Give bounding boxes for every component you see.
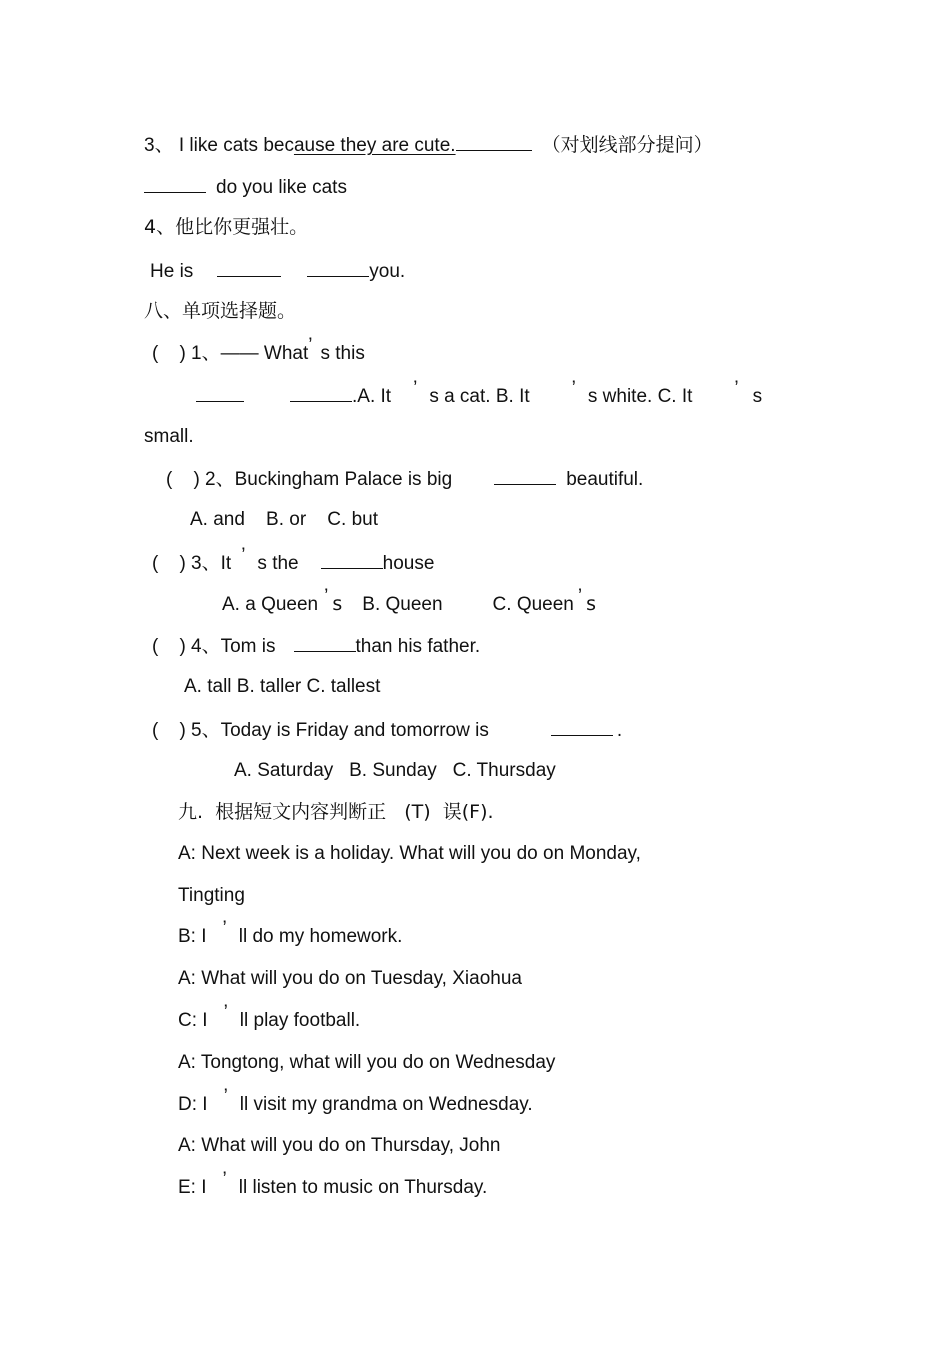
mc3-blank[interactable]	[321, 550, 383, 569]
mc3-stem-tail: house	[382, 553, 435, 574]
q3-note: （对划线部分提问）	[541, 134, 713, 156]
mc3-apos-c: ’	[577, 586, 583, 607]
e-tail: ll listen to music on Thursday.	[238, 1177, 488, 1198]
q4-tail: you.	[369, 261, 406, 282]
dialogue-line-c	[178, 1002, 361, 1033]
mc2-stem-text: ( ) 2、Buckingham Palace is big	[166, 469, 453, 490]
q3-text: 3、 I like cats bec	[144, 135, 294, 156]
q3-answer-blank[interactable]	[144, 174, 206, 193]
q3-answer-line	[144, 174, 347, 200]
mc2-stem-tail: beautiful.	[566, 469, 644, 490]
mc2-options: A. and B. or C. but	[190, 509, 378, 530]
q3-blank[interactable]	[456, 132, 532, 151]
mc1-apos: ’	[308, 335, 313, 356]
d-lead: D: I	[178, 1094, 208, 1115]
mc1-apos-a: ’	[413, 378, 418, 399]
q4-blank-2[interactable]	[307, 258, 369, 277]
mc3-stem	[152, 545, 435, 576]
mc4-stem	[152, 633, 480, 659]
mc3-s-a: s	[332, 593, 343, 615]
mc5-stem	[152, 717, 622, 743]
mc1-option-a: .A. It	[352, 386, 392, 407]
mc1-options	[196, 378, 763, 409]
c-lead: C: I	[178, 1010, 208, 1031]
mc1-option-c-tail: s	[752, 386, 763, 407]
dialogue-line-a1: A: Next week is a holiday. What will you do on Monday,	[178, 843, 641, 864]
mc5-stem-text: ( ) 5、Today is Friday and tomorrow is	[152, 720, 489, 741]
e-apos: ’	[222, 1169, 227, 1190]
mc3-option-a: A. a Queen	[222, 594, 319, 615]
c-tail: ll play football.	[239, 1010, 361, 1031]
question-4: 4、他比你更强壮。	[144, 216, 309, 238]
mc1-option-b-tail: s white. C. It	[587, 386, 693, 407]
mc3-option-b: B. Queen	[362, 594, 443, 615]
dialogue-line-a2: A: What will you do on Tuesday, Xiaohua	[178, 968, 522, 989]
mc5-stem-tail: .	[616, 720, 623, 741]
b-apos: ’	[222, 918, 227, 939]
q4-blank-1[interactable]	[217, 258, 281, 277]
q4-lead: He is	[150, 261, 194, 282]
dialogue-line-a3: A: Tongtong, what will you do on Wednesday	[178, 1052, 556, 1073]
section-9-title: 九. 根据短文内容判断正 (T) 误(F).	[178, 801, 494, 823]
mc3-apos-a: ’	[324, 586, 329, 607]
mc4-stem-text: ( ) 4、Tom is	[152, 636, 276, 657]
dialogue-line-b	[178, 918, 403, 949]
mc1-blank-1[interactable]	[196, 383, 244, 402]
q4-answer-line	[150, 258, 405, 284]
mc3-s-c: s	[586, 593, 597, 615]
b-tail: ll do my homework.	[238, 926, 403, 947]
e-lead: E: I	[178, 1177, 207, 1198]
mc5-options: A. Saturday B. Sunday C. Thursday	[234, 760, 556, 781]
dialogue-line-a1-wrap: Tingting	[178, 885, 245, 906]
dialogue-line-d	[178, 1086, 533, 1117]
mc1-option-a-tail: s a cat. B. It	[429, 386, 530, 407]
mc1-options-wrap: small.	[144, 426, 194, 447]
mc1-stem-text: ( ) 1、—— What	[152, 343, 309, 364]
question-3	[144, 132, 713, 158]
mc4-options: A. tall B. taller C. tallest	[184, 676, 381, 697]
mc3-stem-mid: s the	[257, 553, 299, 574]
section-8-title: 八、单项选择题。	[144, 300, 297, 322]
mc1-stem-tail: s this	[320, 343, 365, 364]
dialogue-line-e	[178, 1169, 488, 1200]
mc3-apos: ’	[241, 545, 246, 566]
mc2-stem	[166, 466, 643, 492]
mc4-blank[interactable]	[294, 633, 356, 652]
q3-answer-tail: do you like cats	[216, 177, 347, 198]
c-apos: ’	[223, 1002, 228, 1023]
mc3-options	[222, 586, 597, 617]
mc1-apos-b: ’	[571, 378, 576, 399]
dialogue-line-a4: A: What will you do on Thursday, John	[178, 1135, 501, 1156]
b-lead: B: I	[178, 926, 207, 947]
mc1-blank-2[interactable]	[290, 383, 352, 402]
mc5-blank[interactable]	[551, 717, 613, 736]
mc1-apos-c: ’	[734, 378, 739, 399]
q3-underlined-text: ause they are cute.	[293, 135, 456, 156]
d-tail: ll visit my grandma on Wednesday.	[239, 1094, 533, 1115]
mc3-option-c: C. Queen	[492, 594, 574, 615]
mc1-stem	[152, 335, 365, 366]
d-apos: ’	[223, 1086, 228, 1107]
mc2-blank[interactable]	[494, 466, 556, 485]
mc3-stem-text: ( ) 3、It	[152, 553, 232, 574]
mc4-stem-tail: than his father.	[355, 636, 481, 657]
